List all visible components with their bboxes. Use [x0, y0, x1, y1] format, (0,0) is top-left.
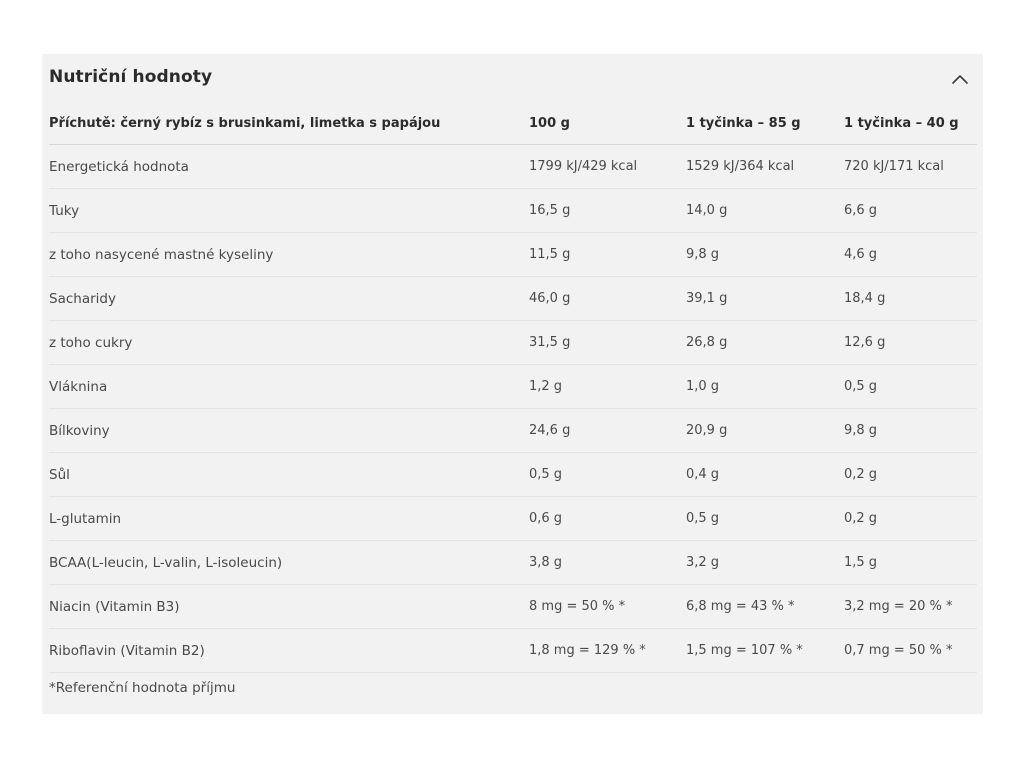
- panel-title: Nutriční hodnoty: [49, 67, 213, 87]
- header-per-100g: 100 g: [529, 102, 686, 145]
- row-label: BCAA(L-leucin, L-valin, L-isoleucin): [49, 541, 529, 585]
- value-100g: 0,5 g: [529, 453, 686, 497]
- value-100g: 24,6 g: [529, 409, 686, 453]
- value-100g: 1799 kJ/429 kcal: [529, 145, 686, 189]
- table-row: [49, 277, 977, 321]
- row-label: Riboflavin (Vitamin B2): [49, 629, 529, 673]
- table-row: [49, 233, 977, 277]
- table-row: [49, 629, 977, 673]
- table-row: [49, 365, 977, 409]
- row-label: Energetická hodnota: [49, 145, 529, 189]
- header-per-40g-bar: 1 tyčinka – 40 g: [844, 102, 977, 145]
- row-label: Tuky: [49, 189, 529, 233]
- table-row: [49, 541, 977, 585]
- nutrition-table: [49, 102, 977, 673]
- row-label: z toho nasycené mastné kyseliny: [49, 233, 529, 277]
- value-40g: 0,2 g: [844, 497, 977, 541]
- value-40g: 0,2 g: [844, 453, 977, 497]
- row-label: Sacharidy: [49, 277, 529, 321]
- value-85g: 0,5 g: [686, 497, 844, 541]
- value-100g: 1,2 g: [529, 365, 686, 409]
- row-label: Niacin (Vitamin B3): [49, 585, 529, 629]
- value-40g: 6,6 g: [844, 189, 977, 233]
- value-40g: 18,4 g: [844, 277, 977, 321]
- chevron-up-icon[interactable]: [949, 68, 971, 90]
- value-85g: 39,1 g: [686, 277, 844, 321]
- value-40g: 3,2 mg = 20 % *: [844, 585, 977, 629]
- value-85g: 9,8 g: [686, 233, 844, 277]
- value-40g: 1,5 g: [844, 541, 977, 585]
- value-85g: 1,5 mg = 107 % *: [686, 629, 844, 673]
- table-row: [49, 497, 977, 541]
- value-85g: 0,4 g: [686, 453, 844, 497]
- value-40g: 0,7 mg = 50 % *: [844, 629, 977, 673]
- row-label: z toho cukry: [49, 321, 529, 365]
- table-row: [49, 321, 977, 365]
- value-85g: 14,0 g: [686, 189, 844, 233]
- value-100g: 11,5 g: [529, 233, 686, 277]
- value-40g: 0,5 g: [844, 365, 977, 409]
- value-100g: 31,5 g: [529, 321, 686, 365]
- value-40g: 4,6 g: [844, 233, 977, 277]
- row-label: L-glutamin: [49, 497, 529, 541]
- row-label: Bílkoviny: [49, 409, 529, 453]
- footnote: *Referenční hodnota příjmu: [49, 680, 236, 696]
- value-85g: 6,8 mg = 43 % *: [686, 585, 844, 629]
- header-flavours: Příchutě: černý rybíz s brusinkami, limetka s papájou: [49, 102, 529, 145]
- value-100g: 8 mg = 50 % *: [529, 585, 686, 629]
- row-label: Vláknina: [49, 365, 529, 409]
- value-100g: 16,5 g: [529, 189, 686, 233]
- value-85g: 26,8 g: [686, 321, 844, 365]
- value-40g: 9,8 g: [844, 409, 977, 453]
- row-label: Sůl: [49, 453, 529, 497]
- table-row: [49, 453, 977, 497]
- value-100g: 3,8 g: [529, 541, 686, 585]
- panel-header[interactable]: [49, 54, 977, 102]
- table-row: [49, 409, 977, 453]
- value-100g: 0,6 g: [529, 497, 686, 541]
- value-40g: 12,6 g: [844, 321, 977, 365]
- table-header-row: [49, 102, 977, 145]
- table-row: [49, 145, 977, 189]
- nutrition-panel: [42, 54, 983, 714]
- value-85g: 3,2 g: [686, 541, 844, 585]
- table-row: [49, 585, 977, 629]
- value-85g: 1,0 g: [686, 365, 844, 409]
- value-85g: 20,9 g: [686, 409, 844, 453]
- value-100g: 46,0 g: [529, 277, 686, 321]
- value-85g: 1529 kJ/364 kcal: [686, 145, 844, 189]
- header-per-85g-bar: 1 tyčinka – 85 g: [686, 102, 844, 145]
- value-40g: 720 kJ/171 kcal: [844, 145, 977, 189]
- table-row: [49, 189, 977, 233]
- value-100g: 1,8 mg = 129 % *: [529, 629, 686, 673]
